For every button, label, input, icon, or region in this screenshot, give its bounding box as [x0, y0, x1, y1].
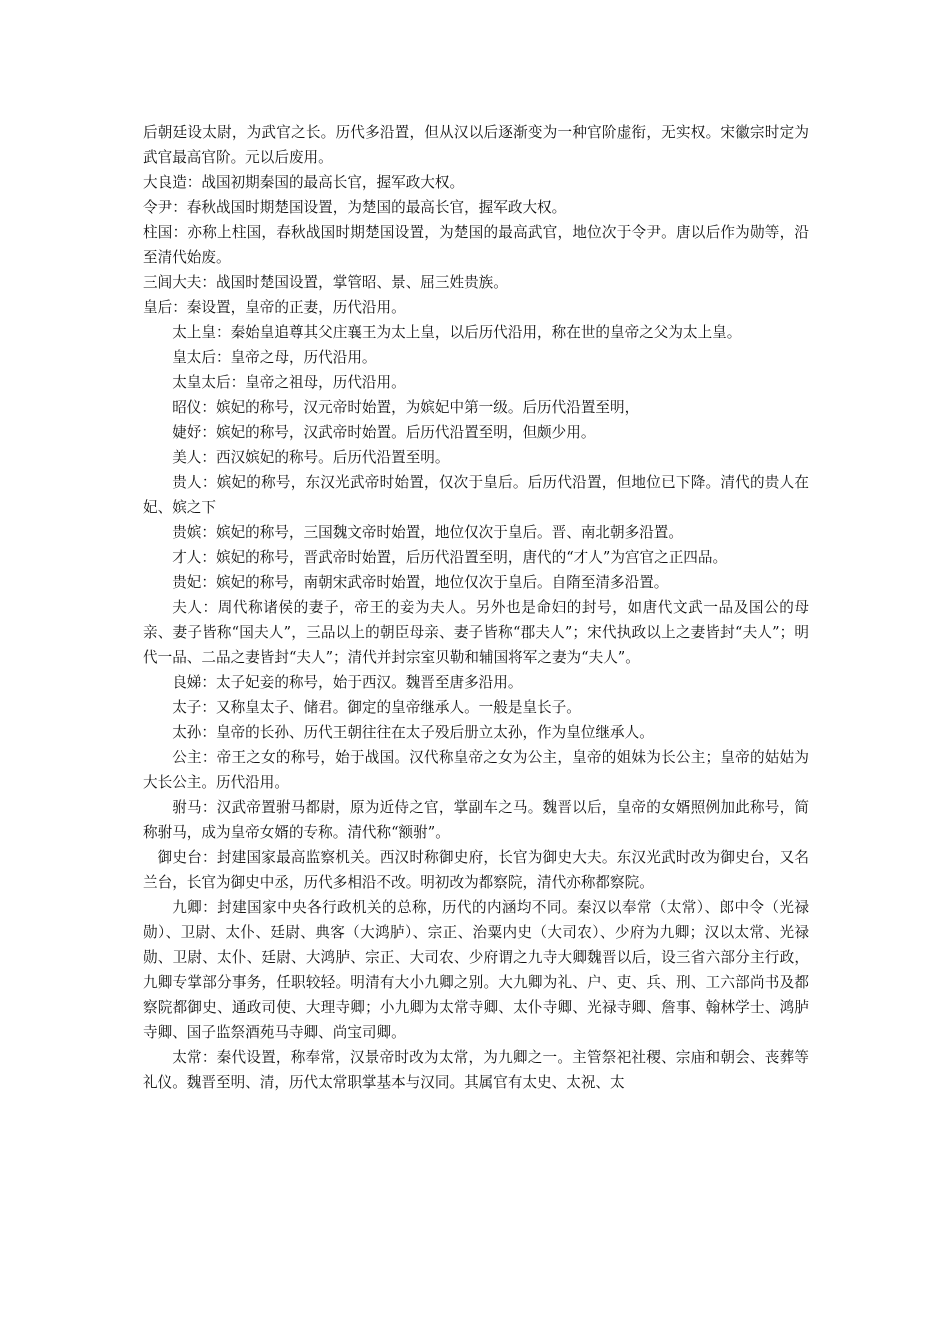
- paragraph-guiren: 贵人：嫔妃的称号，东汉光武帝时始置，仅次于皇后。后历代沿置，但地位已下降。清代的贵人在妃、嫔之下: [143, 474, 809, 516]
- document-page: [143, 120, 809, 1095]
- paragraph-taiwei: 后朝廷设太尉，为武官之长。历代多沿置，但从汉以后逐渐变为一种官阶虚衔，无实权。宋徽宗时定为武官最高官阶。元以后废用。: [143, 124, 809, 166]
- paragraph-guifei: 贵妃：嫔妃的称号，南朝宋武帝时始置，地位仅次于皇后。自隋至清多沿置。: [172, 574, 669, 591]
- paragraph-fuma: 驸马：汉武帝置驸马都尉，原为近侍之官，掌副车之马。魏晋以后，皇帝的女婿照例加此称号，简称驸马，成为皇帝女婿的专称。清代称“额驸”。: [143, 799, 809, 841]
- paragraph-jiuqing: 九卿：封建国家中央各行政机关的总称，历代的内涵均不同。秦汉以奉常（太常）、郎中令（光禄勋）、卫尉、太仆、廷尉、典客（大鸿胪）、宗正、治粟内史（大司农）、少府为九卿；汉以太常、光禄勋、卫尉、太仆、廷尉、大鸿胪、宗正、大司农、少府谓之九寺大卿魏晋以后，设三省六部分主行政，九卿专掌部分事务，任职较轻。明清有大小九卿之别。大九卿为礼、户、吏、兵、刑、工六部尚书及都察院都御史、通政司使、大理寺卿；小九卿为太常寺卿、太仆寺卿、光禄寺卿、詹事、翰林学士、鸿胪寺卿、国子监祭酒苑马寺卿、尚宝司卿。: [143, 899, 809, 1041]
- paragraph-zhaoyi: 昭仪：嫔妃的称号，汉元帝时始置，为嫔妃中第一级。后历代沿置至明，: [172, 399, 640, 416]
- paragraph-taisun: 太孙：皇帝的长孙、历代王朝往往在太子殁后册立太孙，作为皇位继承人。: [172, 724, 654, 741]
- paragraph-zhuguo: 柱国：亦称上柱国，春秋战国时期楚国设置，为楚国的最高武官，地位次于令尹。唐以后作为勋等，沿至清代始废。: [143, 224, 809, 266]
- paragraph-meiren: 美人：西汉嫔妃的称号。后历代沿置至明。: [172, 449, 450, 466]
- paragraph-huanghou: 皇后：秦设置，皇帝的正妻，历代沿用。: [143, 299, 406, 316]
- paragraph-jieyu: 婕妤：嫔妃的称号，汉武帝时始置。后历代沿置至明，但颇少用。: [172, 424, 596, 441]
- paragraph-daliangzao: 大良造：战国初期秦国的最高长官，握军政大权。: [143, 174, 465, 191]
- paragraph-gongzhu: 公主：帝王之女的称号，始于战国。汉代称皇帝之女为公主，皇帝的姐妹为长公主；皇帝的姑姑为大长公主。历代沿用。: [143, 749, 809, 791]
- paragraph-furen: 夫人：周代称诸侯的妻子，帝王的妾为夫人。另外也是命妇的封号，如唐代文武一品及国公的母亲、妻子皆称“国夫人”，三品以上的朝臣母亲、妻子皆称“郡夫人”；宋代执政以上之妻皆封“夫人”；明代一品、二品之妻皆封“夫人”；清代并封宗室贝勒和辅国将军之妻为“夫人”。: [143, 599, 809, 666]
- paragraph-taichang: 太常：秦代设置，称奉常，汉景帝时改为太常，为九卿之一。主管祭祀社稷、宗庙和朝会、丧葬等礼仪。魏晋至明、清，历代太常职掌基本与汉同。其属官有太史、太祝、太: [143, 1049, 809, 1091]
- paragraph-cairen: 才人：嫔妃的称号，晋武帝时始置，后历代沿置至明，唐代的“才人”为宫官之正四品。: [172, 549, 728, 566]
- paragraph-guipin: 贵嫔：嫔妃的称号，三国魏文帝时始置，地位仅次于皇后。晋、南北朝多沿置。: [172, 524, 683, 541]
- paragraph-yushitai: 御史台：封建国家最高监察机关。西汉时称御史府，长官为御史大夫。东汉光武时改为御史台，又名兰台，长官为御史中丞，历代多相沿不改。明初改为都察院，清代亦称都察院。: [143, 849, 809, 891]
- paragraph-huangtaihou: 皇太后：皇帝之母，历代沿用。: [172, 349, 377, 366]
- paragraph-taishanghuang: 太上皇：秦始皇追尊其父庄襄王为太上皇，以后历代沿用，称在世的皇帝之父为太上皇。: [172, 324, 742, 341]
- paragraph-taizi: 太子：又称皇太子、储君。御定的皇帝继承人。一般是皇长子。: [172, 699, 581, 716]
- paragraph-lingyin: 令尹：春秋战国时期楚国设置，为楚国的最高长官，握军政大权。: [143, 199, 567, 216]
- paragraph-taihuangtaihou: 太皇太后：皇帝之祖母，历代沿用。: [172, 374, 406, 391]
- paragraph-liangdi: 良娣：太子妃妾的称号，始于西汉。魏晋至唐多沿用。: [172, 674, 523, 691]
- paragraph-sanlvdafu: 三闾大夫：战国时楚国设置，掌管昭、景、屈三姓贵族。: [143, 274, 508, 291]
